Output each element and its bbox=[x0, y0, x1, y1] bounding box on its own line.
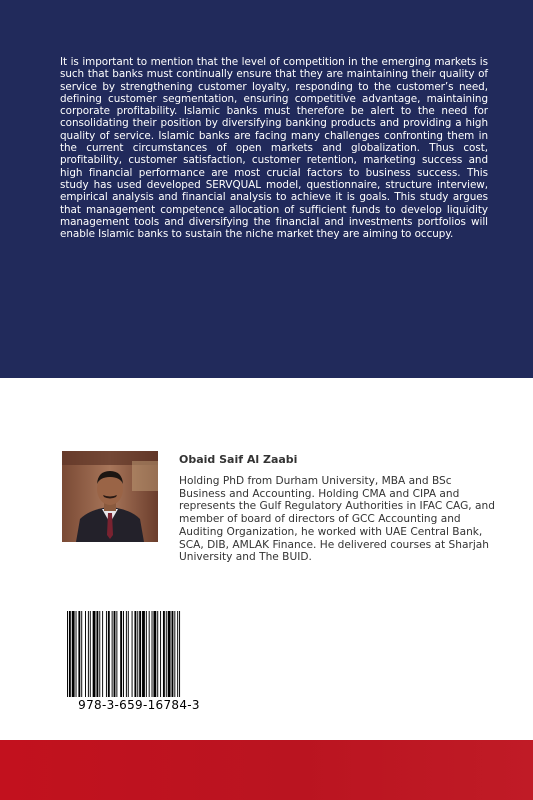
barcode-bar bbox=[123, 611, 124, 697]
barcode-icon bbox=[65, 611, 213, 697]
barcode-bar bbox=[114, 611, 116, 697]
barcode-bar bbox=[139, 611, 141, 697]
barcode-bar bbox=[137, 611, 138, 697]
book-blurb: It is important to mention that the level of competition in the emerging markets is such that banks must continually ensure that they are maintaining their quality of service by strengthening customer loyalty, responding to the customer’s need, defining customer segmentation, ensuring competitive advantage, maintaining corporate profitability. Islamic banks must therefore be alert to the need for consolidating their position by diversifying banking products and providing a high quality of service. Islamic banks are facing many challenges confronting them in the current circumstances of open markets and globalization. Thus cost, profitability, customer satisfaction, customer retention, marketing success and high financial performance are most crucial factors to business success. This study has used developed SERVQUAL model, questionnaire, structure interview, empirical analysis and financial analysis to achieve it is goals. This study argues that management competence allocation of sufficient funds to develop liquidity management tools and diversifying the financial and investments portfolios will enable Islamic banks to sustain the niche market they are aiming to occupy. bbox=[60, 56, 488, 241]
barcode-bar bbox=[153, 611, 156, 697]
isbn-number: 978-3-659-16784-3 bbox=[78, 698, 200, 712]
barcode-bar bbox=[102, 611, 103, 697]
barcode-bar bbox=[96, 611, 98, 697]
author-portrait-icon bbox=[62, 451, 158, 542]
barcode-bar bbox=[149, 611, 150, 697]
barcode-bar bbox=[99, 611, 100, 697]
barcode-bar bbox=[81, 611, 82, 697]
barcode-bar bbox=[142, 611, 145, 697]
barcode-bar bbox=[90, 611, 91, 697]
barcode-bar bbox=[152, 611, 153, 697]
barcode-bar bbox=[72, 611, 75, 697]
barcode-bar bbox=[76, 611, 77, 697]
barcode-bar bbox=[166, 611, 167, 697]
barcode-bar bbox=[163, 611, 165, 697]
barcode-bar bbox=[69, 611, 71, 697]
barcode-bar bbox=[172, 611, 174, 697]
barcode-bar bbox=[106, 611, 107, 697]
barcode-bar bbox=[88, 611, 89, 697]
barcode-bar bbox=[112, 611, 113, 697]
barcode-bar bbox=[67, 611, 68, 697]
barcode-bar bbox=[174, 611, 175, 697]
bottom-red-band bbox=[0, 740, 533, 800]
barcode-bar bbox=[168, 611, 171, 697]
barcode-bar bbox=[93, 611, 96, 697]
barcode-bar bbox=[160, 611, 161, 697]
isbn-barcode bbox=[57, 601, 221, 713]
barcode-bar bbox=[134, 611, 136, 697]
barcode-bar bbox=[157, 611, 158, 697]
barcode-bar bbox=[120, 611, 122, 697]
barcode-bar bbox=[116, 611, 117, 697]
barcode-bar bbox=[85, 611, 86, 697]
back-cover-top-panel bbox=[0, 0, 533, 378]
barcode-bar bbox=[126, 611, 127, 697]
barcode-bar bbox=[177, 611, 178, 697]
barcode-bar bbox=[128, 611, 129, 697]
barcode-bar bbox=[132, 611, 133, 697]
author-photo bbox=[62, 451, 158, 542]
barcode-bar bbox=[78, 611, 80, 697]
author-bio: Holding PhD from Durham University, MBA and BSc Business and Accounting. Holding CMA and CIPA and represents the Gulf Regulatory Authorities in IFAC CAG, and member of board of directors of GCC Accounting and Auditing Organization, he worked with UAE Central Bank, SCA, DIB, AMLAK Finance. He delivered courses at Sharjah University and The BUID. bbox=[179, 475, 495, 564]
barcode-bar bbox=[179, 611, 180, 697]
author-name: Obaid Saif Al Zaabi bbox=[179, 453, 298, 466]
barcode-bar bbox=[146, 611, 147, 697]
barcode-bar bbox=[108, 611, 110, 697]
